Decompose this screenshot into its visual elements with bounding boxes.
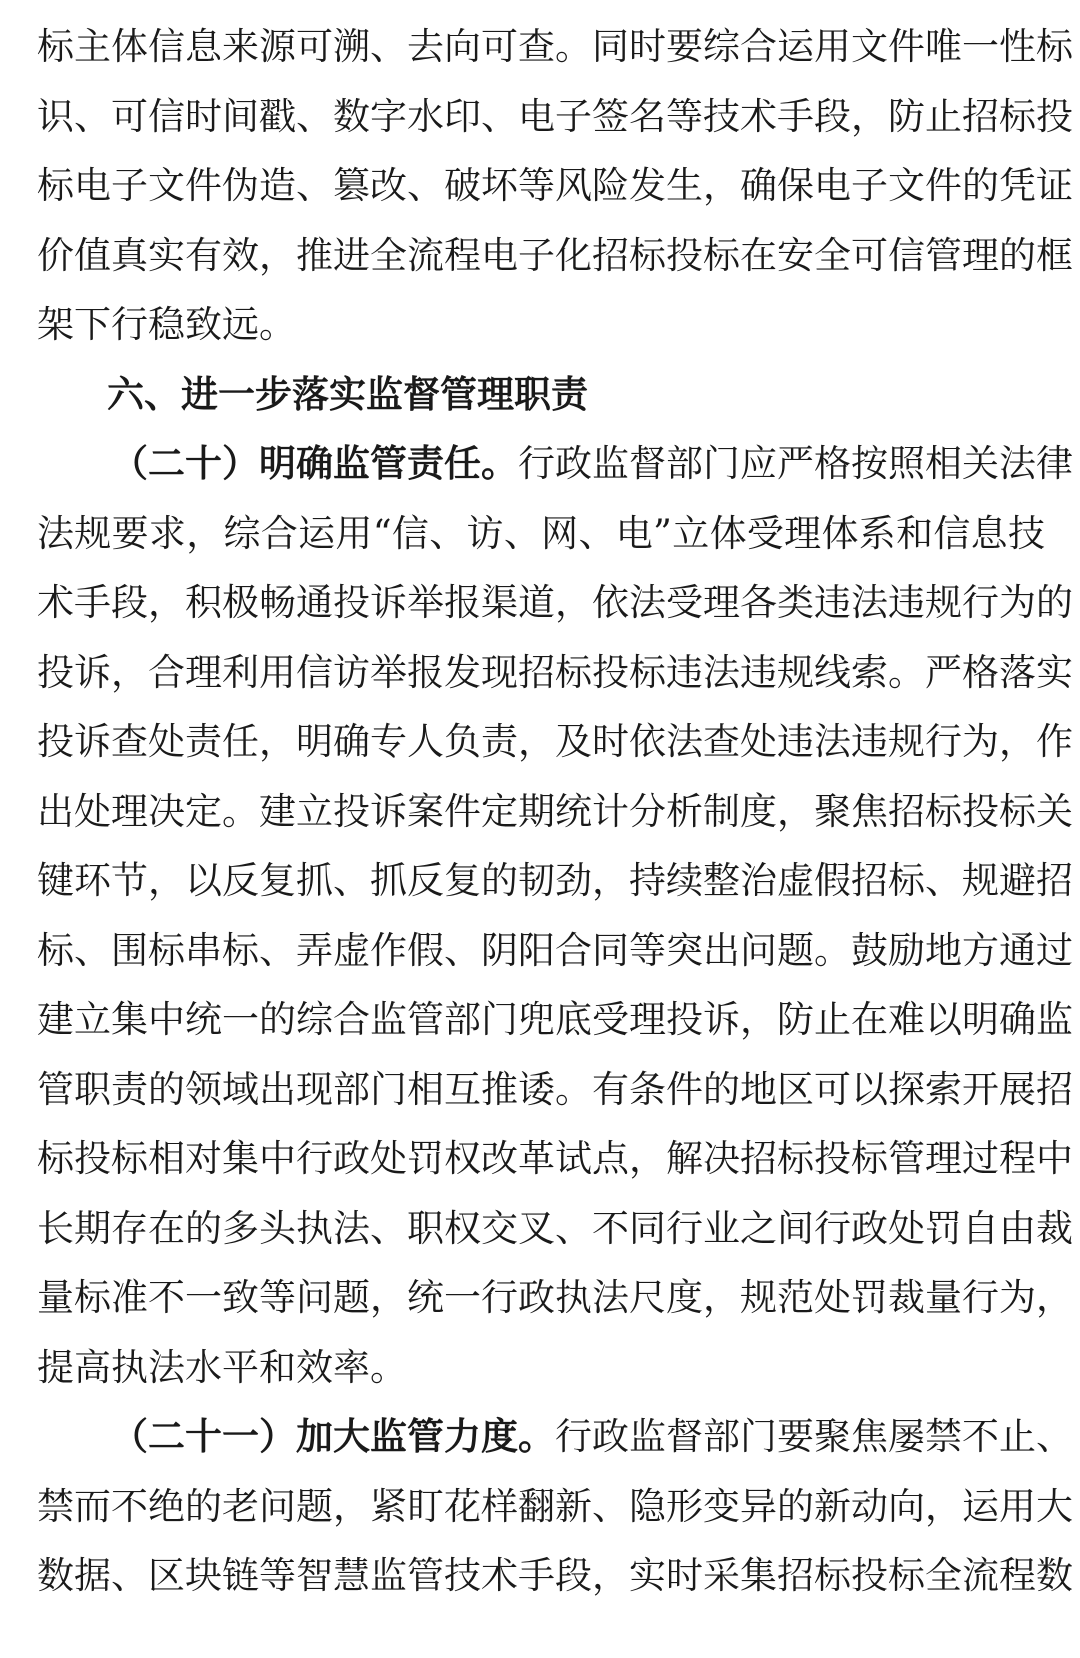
text-line: 标电子文件伪造、篡改、破坏等风险发生，确保电子文件的凭证 — [37, 164, 1073, 207]
section-heading: 六、进一步落实监督管理职责 — [107, 372, 588, 416]
item-21-paragraph — [37, 1402, 1073, 1611]
document-page — [37, 12, 1073, 1611]
text-line: 管职责的领域出现部门相互推诿。有条件的地区可以探索开展招 — [37, 1067, 1073, 1111]
text-line: 数据、区块链等智慧监管技术手段，实时采集招标投标全流程数 — [37, 1554, 1073, 1597]
text-line: 标投标相对集中行政处罚权改革试点，解决招标投标管理过程中 — [37, 1137, 1073, 1180]
text-line: 出处理决定。建立投诉案件定期统计分析制度，聚焦招标投标关 — [37, 789, 1073, 833]
text-line: 法规要求，综合运用“信、访、网、电”立体受理体系和信息技 — [37, 511, 1045, 555]
text-line: 标主体信息来源可溯、去向可查。同时要综合运用文件唯一性标 — [37, 25, 1073, 68]
text-line: 投诉，合理利用信访举报发现招标投标违法违规线索。严格落实 — [37, 650, 1073, 694]
item-21-first-line — [37, 1402, 1073, 1472]
item-20-first-line — [37, 429, 1073, 499]
text-line: 提高执法水平和效率。 — [37, 1345, 407, 1389]
item-21-first-line-text: 行政监督部门要聚焦屡禁不止、 — [555, 1415, 1073, 1458]
item-20-label: （二十）明确监管责任。 — [111, 442, 518, 485]
intro-paragraph — [37, 12, 1073, 360]
text-line: 长期存在的多头执法、职权交叉、不同行业之间行政处罚自由裁 — [37, 1206, 1073, 1250]
item-20-first-line-text: 行政监督部门应严格按照相关法律 — [518, 442, 1073, 485]
text-line: 架下行稳致远。 — [37, 303, 296, 346]
text-line: 禁而不绝的老问题，紧盯花样翻新、隐形变异的新动向，运用大 — [37, 1484, 1073, 1528]
text-line: 投诉查处责任，明确专人负责，及时依法查处违法违规行为，作 — [37, 720, 1073, 763]
text-line: 建立集中统一的综合监管部门兜底受理投诉，防止在难以明确监 — [37, 998, 1073, 1041]
text-line: 量标准不一致等问题，统一行政执法尺度，规范处罚裁量行为， — [37, 1276, 1073, 1319]
text-line: 术手段，积极畅通投诉举报渠道，依法受理各类违法违规行为的 — [37, 581, 1073, 624]
item-20-paragraph — [37, 429, 1073, 1402]
text-line: 价值真实有效，推进全流程电子化招标投标在安全可信管理的框 — [37, 233, 1073, 277]
item-21-label: （二十一）加大监管力度。 — [111, 1415, 555, 1458]
text-line: 标、围标串标、弄虚作假、阴阳合同等突出问题。鼓励地方通过 — [37, 928, 1073, 972]
text-line: 识、可信时间戳、数字水印、电子签名等技术手段，防止招标投 — [37, 94, 1073, 138]
text-line: 键环节，以反复抓、抓反复的韧劲，持续整治虚假招标、规避招 — [37, 859, 1073, 902]
